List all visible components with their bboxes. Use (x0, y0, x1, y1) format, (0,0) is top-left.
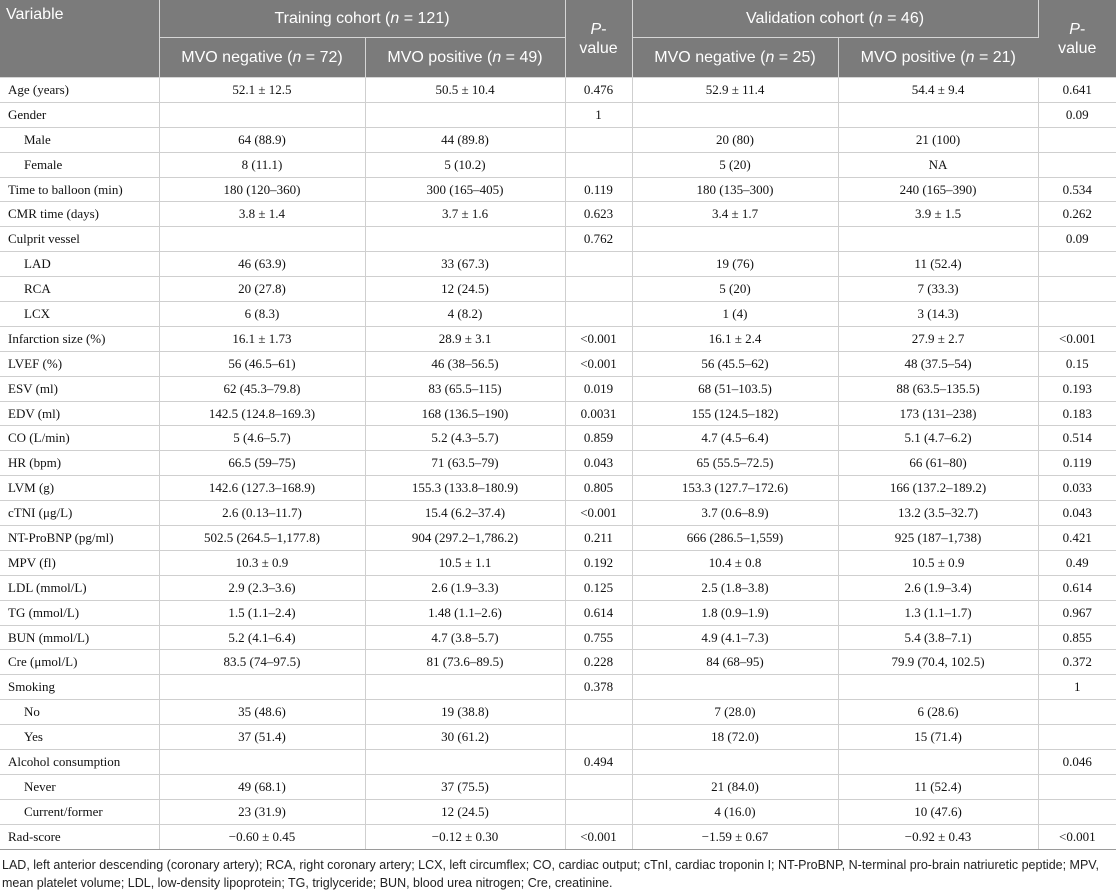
training-mvo-negative-cell: 2.9 (2.3–3.6) (159, 575, 365, 600)
variable-label: Time to balloon (min) (0, 177, 159, 202)
validation-mvo-negative-cell: 84 (68–95) (632, 650, 838, 675)
training-p-value-cell: <0.001 (565, 351, 632, 376)
training-p-value-cell (565, 700, 632, 725)
training-p-value-cell: 0.192 (565, 550, 632, 575)
training-mvo-positive-cell: 5.2 (4.3–5.7) (365, 426, 565, 451)
training-mvo-positive-cell: 33 (67.3) (365, 252, 565, 277)
validation-p-value-cell: 0.641 (1038, 78, 1116, 103)
training-p-value-cell (565, 277, 632, 302)
validation-p-value-cell: 0.183 (1038, 401, 1116, 426)
validation-mvo-positive-cell: 5.1 (4.7–6.2) (838, 426, 1038, 451)
training-mvo-negative-cell: 3.8 ± 1.4 (159, 202, 365, 227)
training-mvo-negative-cell: 1.5 (1.1–2.4) (159, 600, 365, 625)
validation-mvo-negative-cell: 16.1 ± 2.4 (632, 326, 838, 351)
training-p-value-cell: 0.859 (565, 426, 632, 451)
training-p-value-cell (565, 152, 632, 177)
training-mvo-positive-cell: 3.7 ± 1.6 (365, 202, 565, 227)
validation-p-value-cell: 0.09 (1038, 102, 1116, 127)
table-row (0, 351, 1116, 376)
training-mvo-positive-cell (365, 675, 565, 700)
training-p-value-cell: 0.614 (565, 600, 632, 625)
validation-mvo-positive-cell: 7 (33.3) (838, 277, 1038, 302)
validation-p-value-cell: 0.15 (1038, 351, 1116, 376)
validation-mvo-positive-cell: 15 (71.4) (838, 725, 1038, 750)
validation-mvo-positive-cell: 11 (52.4) (838, 252, 1038, 277)
training-p-value-cell: <0.001 (565, 501, 632, 526)
training-mvo-positive-cell: 81 (73.6–89.5) (365, 650, 565, 675)
training-mvo-negative-cell: 16.1 ± 1.73 (159, 326, 365, 351)
validation-mvo-positive-cell: 3.9 ± 1.5 (838, 202, 1038, 227)
variable-label: cTNI (μg/L) (0, 501, 159, 526)
validation-p-value-cell: 0.855 (1038, 625, 1116, 650)
variable-label: LVM (g) (0, 476, 159, 501)
validation-p-value-cell: 0.421 (1038, 526, 1116, 551)
validation-p-value-cell (1038, 127, 1116, 152)
training-mvo-positive-cell: 15.4 (6.2–37.4) (365, 501, 565, 526)
training-mvo-positive-cell: 904 (297.2–1,786.2) (365, 526, 565, 551)
training-mvo-positive-cell: 46 (38–56.5) (365, 351, 565, 376)
table-row (0, 78, 1116, 103)
validation-mvo-negative-cell (632, 675, 838, 700)
training-mvo-negative-cell: 502.5 (264.5–1,177.8) (159, 526, 365, 551)
training-mvo-positive-cell: 30 (61.2) (365, 725, 565, 750)
validation-mvo-negative-cell: 1 (4) (632, 302, 838, 327)
variable-label: Age (years) (0, 78, 159, 103)
table-row (0, 451, 1116, 476)
table-row (0, 650, 1116, 675)
variable-label: MPV (fl) (0, 550, 159, 575)
validation-p-value-cell: 0.262 (1038, 202, 1116, 227)
training-p-value-cell: 1 (565, 102, 632, 127)
training-mvo-negative-cell: 8 (11.1) (159, 152, 365, 177)
training-p-value-cell (565, 252, 632, 277)
validation-p-value-cell (1038, 152, 1116, 177)
training-mvo-positive-cell: 168 (136.5–190) (365, 401, 565, 426)
validation-mvo-positive-cell (838, 102, 1038, 127)
validation-p-value-cell: 0.193 (1038, 376, 1116, 401)
header-training-mvo-negative: MVO negative (n = 72) (159, 38, 365, 78)
table-footnote: LAD, left anterior descending (coronary artery); RCA, right coronary artery; LCX, left circumflex; CO, cardiac output; cTnI, cardiac troponin I; NT-ProBNP, N-terminal pro-brain natriuretic peptide; MPV, mean platelet volume; LDL, low-density lipoprotein; TG, triglyceride; BUN, blood urea nitrogen; Cre, creatinine. (2, 857, 1099, 890)
training-p-value-cell (565, 127, 632, 152)
table-row (0, 102, 1116, 127)
table-row (0, 127, 1116, 152)
validation-mvo-negative-cell: 52.9 ± 11.4 (632, 78, 838, 103)
validation-mvo-negative-cell: 1.8 (0.9–1.9) (632, 600, 838, 625)
table-row (0, 774, 1116, 799)
training-mvo-positive-cell: 4 (8.2) (365, 302, 565, 327)
training-mvo-positive-cell (365, 102, 565, 127)
variable-label: LDL (mmol/L) (0, 575, 159, 600)
validation-p-value-cell (1038, 774, 1116, 799)
table-row (0, 177, 1116, 202)
validation-mvo-negative-cell: 5 (20) (632, 277, 838, 302)
validation-mvo-positive-cell: 173 (131–238) (838, 401, 1038, 426)
validation-p-value-cell: 0.09 (1038, 227, 1116, 252)
training-mvo-negative-cell: 46 (63.9) (159, 252, 365, 277)
validation-mvo-negative-cell: 5 (20) (632, 152, 838, 177)
variable-label: Cre (μmol/L) (0, 650, 159, 675)
training-mvo-positive-cell: −0.12 ± 0.30 (365, 824, 565, 849)
validation-mvo-negative-cell: −1.59 ± 0.67 (632, 824, 838, 849)
training-p-value-cell: 0.119 (565, 177, 632, 202)
validation-mvo-negative-cell: 65 (55.5–72.5) (632, 451, 838, 476)
training-mvo-positive-cell: 37 (75.5) (365, 774, 565, 799)
validation-p-value-cell (1038, 302, 1116, 327)
training-p-value-cell: <0.001 (565, 824, 632, 849)
table-row (0, 575, 1116, 600)
validation-mvo-positive-cell: 11 (52.4) (838, 774, 1038, 799)
validation-mvo-negative-cell: 68 (51–103.5) (632, 376, 838, 401)
training-mvo-negative-cell: 56 (46.5–61) (159, 351, 365, 376)
variable-label: CO (L/min) (0, 426, 159, 451)
training-p-value-cell: 0.805 (565, 476, 632, 501)
validation-p-value-cell: 0.046 (1038, 750, 1116, 775)
validation-p-value-cell (1038, 700, 1116, 725)
training-mvo-positive-cell: 50.5 ± 10.4 (365, 78, 565, 103)
table-row (0, 600, 1116, 625)
training-mvo-positive-cell: 10.5 ± 1.1 (365, 550, 565, 575)
training-p-value-cell (565, 799, 632, 824)
validation-p-value-cell (1038, 252, 1116, 277)
training-mvo-negative-cell: 66.5 (59–75) (159, 451, 365, 476)
training-mvo-positive-cell: 12 (24.5) (365, 799, 565, 824)
training-p-value-cell: 0.378 (565, 675, 632, 700)
validation-mvo-positive-cell: −0.92 ± 0.43 (838, 824, 1038, 849)
validation-mvo-negative-cell (632, 102, 838, 127)
variable-label: Gender (0, 102, 159, 127)
training-mvo-positive-cell: 155.3 (133.8–180.9) (365, 476, 565, 501)
training-mvo-negative-cell: 2.6 (0.13–11.7) (159, 501, 365, 526)
validation-p-value-cell (1038, 799, 1116, 824)
validation-mvo-positive-cell: 54.4 ± 9.4 (838, 78, 1038, 103)
variable-label: Alcohol consumption (0, 750, 159, 775)
header-validation-mvo-negative: MVO negative (n = 25) (632, 38, 838, 78)
validation-mvo-positive-cell (838, 227, 1038, 252)
variable-label: CMR time (days) (0, 202, 159, 227)
validation-mvo-positive-cell: 3 (14.3) (838, 302, 1038, 327)
training-mvo-positive-cell: 12 (24.5) (365, 277, 565, 302)
table-row (0, 675, 1116, 700)
validation-mvo-negative-cell: 2.5 (1.8–3.8) (632, 575, 838, 600)
training-mvo-positive-cell: 4.7 (3.8–5.7) (365, 625, 565, 650)
table-row (0, 501, 1116, 526)
training-mvo-negative-cell: 35 (48.6) (159, 700, 365, 725)
training-mvo-negative-cell: 37 (51.4) (159, 725, 365, 750)
variable-label: No (0, 700, 159, 725)
validation-mvo-positive-cell: 240 (165–390) (838, 177, 1038, 202)
validation-mvo-negative-cell: 10.4 ± 0.8 (632, 550, 838, 575)
table-row (0, 426, 1116, 451)
validation-p-value-cell: 0.614 (1038, 575, 1116, 600)
variable-label: RCA (0, 277, 159, 302)
validation-p-value-cell (1038, 725, 1116, 750)
training-mvo-positive-cell (365, 750, 565, 775)
training-mvo-negative-cell: 52.1 ± 12.5 (159, 78, 365, 103)
training-p-value-cell: 0.211 (565, 526, 632, 551)
training-mvo-negative-cell: 142.6 (127.3–168.9) (159, 476, 365, 501)
table-row (0, 625, 1116, 650)
table-row (0, 476, 1116, 501)
validation-mvo-positive-cell: 1.3 (1.1–1.7) (838, 600, 1038, 625)
variable-label: Smoking (0, 675, 159, 700)
training-mvo-negative-cell: 20 (27.8) (159, 277, 365, 302)
validation-mvo-negative-cell: 666 (286.5–1,559) (632, 526, 838, 551)
table-row (0, 725, 1116, 750)
validation-p-value-cell: 1 (1038, 675, 1116, 700)
variable-label: LCX (0, 302, 159, 327)
validation-mvo-positive-cell: 79.9 (70.4, 102.5) (838, 650, 1038, 675)
variable-label: LAD (0, 252, 159, 277)
training-mvo-positive-cell: 300 (165–405) (365, 177, 565, 202)
training-mvo-negative-cell: 62 (45.3–79.8) (159, 376, 365, 401)
variable-label: Yes (0, 725, 159, 750)
training-mvo-negative-cell: 180 (120–360) (159, 177, 365, 202)
validation-p-value-cell: 0.119 (1038, 451, 1116, 476)
training-mvo-positive-cell (365, 227, 565, 252)
validation-mvo-positive-cell: 66 (61–80) (838, 451, 1038, 476)
validation-mvo-negative-cell: 4.9 (4.1–7.3) (632, 625, 838, 650)
header-validation-cohort: Validation cohort (n = 46) (632, 0, 1038, 38)
validation-mvo-positive-cell: 88 (63.5–135.5) (838, 376, 1038, 401)
training-mvo-positive-cell: 19 (38.8) (365, 700, 565, 725)
training-p-value-cell: <0.001 (565, 326, 632, 351)
validation-mvo-negative-cell: 3.4 ± 1.7 (632, 202, 838, 227)
variable-label: Female (0, 152, 159, 177)
training-mvo-negative-cell (159, 750, 365, 775)
validation-mvo-negative-cell: 4 (16.0) (632, 799, 838, 824)
validation-p-value-cell: 0.49 (1038, 550, 1116, 575)
training-p-value-cell: 0.762 (565, 227, 632, 252)
training-mvo-negative-cell (159, 102, 365, 127)
validation-p-value-cell: 0.514 (1038, 426, 1116, 451)
training-mvo-negative-cell: 10.3 ± 0.9 (159, 550, 365, 575)
validation-mvo-negative-cell: 153.3 (127.7–172.6) (632, 476, 838, 501)
training-mvo-positive-cell: 5 (10.2) (365, 152, 565, 177)
validation-mvo-negative-cell (632, 750, 838, 775)
validation-mvo-positive-cell: 27.9 ± 2.7 (838, 326, 1038, 351)
validation-mvo-negative-cell: 21 (84.0) (632, 774, 838, 799)
training-p-value-cell: 0.228 (565, 650, 632, 675)
table-row (0, 252, 1116, 277)
validation-mvo-negative-cell: 3.7 (0.6–8.9) (632, 501, 838, 526)
variable-label: TG (mmol/L) (0, 600, 159, 625)
training-p-value-cell: 0.019 (565, 376, 632, 401)
validation-mvo-negative-cell (632, 227, 838, 252)
validation-p-value-cell (1038, 277, 1116, 302)
variable-label: LVEF (%) (0, 351, 159, 376)
validation-mvo-negative-cell: 18 (72.0) (632, 725, 838, 750)
validation-mvo-positive-cell: 166 (137.2–189.2) (838, 476, 1038, 501)
validation-mvo-negative-cell: 56 (45.5–62) (632, 351, 838, 376)
variable-label: NT-ProBNP (pg/ml) (0, 526, 159, 551)
training-p-value-cell: 0.755 (565, 625, 632, 650)
header-p-value-training: P- value (565, 0, 632, 78)
training-mvo-negative-cell: 83.5 (74–97.5) (159, 650, 365, 675)
validation-mvo-positive-cell: 48 (37.5–54) (838, 351, 1038, 376)
table-header (0, 0, 1116, 78)
training-mvo-negative-cell: 49 (68.1) (159, 774, 365, 799)
training-p-value-cell (565, 302, 632, 327)
table-row (0, 526, 1116, 551)
training-mvo-positive-cell: 83 (65.5–115) (365, 376, 565, 401)
table-row (0, 202, 1116, 227)
table-row (0, 700, 1116, 725)
variable-label: Current/former (0, 799, 159, 824)
validation-mvo-positive-cell: 13.2 (3.5–32.7) (838, 501, 1038, 526)
training-p-value-cell: 0.043 (565, 451, 632, 476)
validation-mvo-negative-cell: 4.7 (4.5–6.4) (632, 426, 838, 451)
validation-mvo-positive-cell (838, 675, 1038, 700)
validation-mvo-positive-cell: 5.4 (3.8–7.1) (838, 625, 1038, 650)
variable-label: Rad-score (0, 824, 159, 849)
variable-label: Male (0, 127, 159, 152)
training-p-value-cell: 0.476 (565, 78, 632, 103)
variable-label: BUN (mmol/L) (0, 625, 159, 650)
table-row (0, 550, 1116, 575)
header-training-mvo-positive: MVO positive (n = 49) (365, 38, 565, 78)
table-row (0, 326, 1116, 351)
table-row (0, 750, 1116, 775)
validation-mvo-positive-cell: 10.5 ± 0.9 (838, 550, 1038, 575)
header-p-value-validation: P- value (1038, 0, 1116, 78)
validation-mvo-positive-cell (838, 750, 1038, 775)
table-row (0, 227, 1116, 252)
training-mvo-positive-cell: 44 (89.8) (365, 127, 565, 152)
training-mvo-negative-cell: 5.2 (4.1–6.4) (159, 625, 365, 650)
training-mvo-negative-cell: 6 (8.3) (159, 302, 365, 327)
validation-mvo-negative-cell: 180 (135–300) (632, 177, 838, 202)
header-training-cohort: Training cohort (n = 121) (159, 0, 565, 38)
table-row (0, 799, 1116, 824)
validation-p-value-cell: 0.372 (1038, 650, 1116, 675)
training-mvo-positive-cell: 71 (63.5–79) (365, 451, 565, 476)
training-mvo-positive-cell: 1.48 (1.1–2.6) (365, 600, 565, 625)
table-row (0, 401, 1116, 426)
validation-mvo-positive-cell: 2.6 (1.9–3.4) (838, 575, 1038, 600)
training-p-value-cell: 0.494 (565, 750, 632, 775)
header-validation-mvo-positive: MVO positive (n = 21) (838, 38, 1038, 78)
training-p-value-cell: 0.125 (565, 575, 632, 600)
training-p-value-cell: 0.0031 (565, 401, 632, 426)
training-mvo-positive-cell: 28.9 ± 3.1 (365, 326, 565, 351)
validation-mvo-positive-cell: 10 (47.6) (838, 799, 1038, 824)
table-row (0, 376, 1116, 401)
training-mvo-negative-cell: 5 (4.6–5.7) (159, 426, 365, 451)
training-mvo-positive-cell: 2.6 (1.9–3.3) (365, 575, 565, 600)
training-mvo-negative-cell (159, 675, 365, 700)
training-mvo-negative-cell: −0.60 ± 0.45 (159, 824, 365, 849)
training-mvo-negative-cell: 64 (88.9) (159, 127, 365, 152)
training-p-value-cell: 0.623 (565, 202, 632, 227)
table-row (0, 152, 1116, 177)
variable-label: Infarction size (%) (0, 326, 159, 351)
training-p-value-cell (565, 725, 632, 750)
validation-p-value-cell: <0.001 (1038, 326, 1116, 351)
validation-mvo-negative-cell: 20 (80) (632, 127, 838, 152)
training-mvo-negative-cell (159, 227, 365, 252)
training-p-value-cell (565, 774, 632, 799)
validation-mvo-negative-cell: 19 (76) (632, 252, 838, 277)
training-mvo-negative-cell: 142.5 (124.8–169.3) (159, 401, 365, 426)
variable-label: ESV (ml) (0, 376, 159, 401)
validation-p-value-cell: <0.001 (1038, 824, 1116, 849)
table-body (0, 78, 1116, 850)
validation-mvo-positive-cell: 21 (100) (838, 127, 1038, 152)
validation-mvo-positive-cell: 925 (187–1,738) (838, 526, 1038, 551)
validation-mvo-negative-cell: 155 (124.5–182) (632, 401, 838, 426)
validation-mvo-negative-cell: 7 (28.0) (632, 700, 838, 725)
variable-label: Culprit vessel (0, 227, 159, 252)
training-mvo-negative-cell: 23 (31.9) (159, 799, 365, 824)
variable-label: Never (0, 774, 159, 799)
validation-p-value-cell: 0.534 (1038, 177, 1116, 202)
validation-p-value-cell: 0.033 (1038, 476, 1116, 501)
table-row (0, 824, 1116, 849)
variable-label: HR (bpm) (0, 451, 159, 476)
validation-p-value-cell: 0.967 (1038, 600, 1116, 625)
variable-label: EDV (ml) (0, 401, 159, 426)
validation-mvo-positive-cell: 6 (28.6) (838, 700, 1038, 725)
table-row (0, 302, 1116, 327)
table-row (0, 277, 1116, 302)
validation-mvo-positive-cell: NA (838, 152, 1038, 177)
header-variable: Variable (0, 0, 159, 78)
validation-p-value-cell: 0.043 (1038, 501, 1116, 526)
